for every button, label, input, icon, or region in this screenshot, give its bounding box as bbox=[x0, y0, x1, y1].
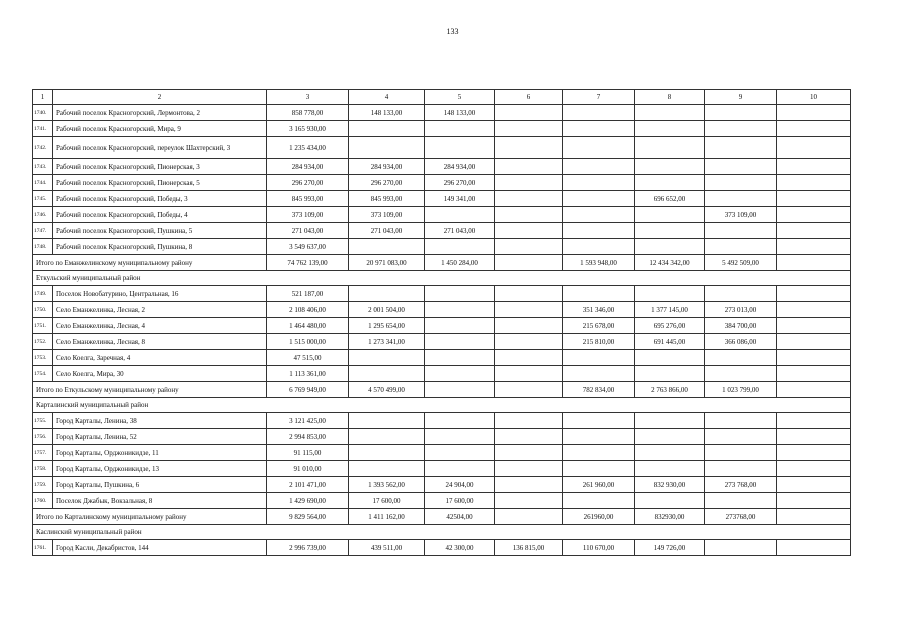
value-cell bbox=[349, 137, 425, 159]
address-cell: Город Карталы, Орджоникидзе, 13 bbox=[53, 461, 267, 477]
value-cell: 273 768,00 bbox=[705, 477, 777, 493]
value-cell bbox=[635, 286, 705, 302]
column-header: 4 bbox=[349, 90, 425, 105]
value-cell bbox=[635, 159, 705, 175]
value-cell bbox=[495, 413, 563, 429]
address-cell: Рабочий поселок Красногорский, Победы, 4 bbox=[53, 207, 267, 223]
value-cell bbox=[777, 445, 851, 461]
value-cell bbox=[425, 121, 495, 137]
value-cell: 91 010,00 bbox=[267, 461, 349, 477]
value-cell: 2 001 504,00 bbox=[349, 302, 425, 318]
value-cell bbox=[777, 137, 851, 159]
value-cell bbox=[495, 191, 563, 207]
value-cell: 261960,00 bbox=[563, 509, 635, 525]
value-cell bbox=[777, 239, 851, 255]
value-cell bbox=[777, 207, 851, 223]
value-cell bbox=[635, 207, 705, 223]
value-cell bbox=[563, 461, 635, 477]
value-cell bbox=[635, 121, 705, 137]
value-cell: 2 108 406,00 bbox=[267, 302, 349, 318]
value-cell: 384 700,00 bbox=[705, 318, 777, 334]
header-row bbox=[33, 90, 851, 105]
value-cell: 148 133,00 bbox=[425, 105, 495, 121]
value-cell: 696 652,00 bbox=[635, 191, 705, 207]
value-cell: 136 815,00 bbox=[495, 540, 563, 556]
column-header: 3 bbox=[267, 90, 349, 105]
value-cell bbox=[705, 121, 777, 137]
row-number: 1745. bbox=[33, 191, 53, 207]
row-number: 1747. bbox=[33, 223, 53, 239]
table-row bbox=[33, 121, 851, 137]
value-cell bbox=[777, 366, 851, 382]
address-cell: Город Карталы, Пушкина, 6 bbox=[53, 477, 267, 493]
value-cell: 271 043,00 bbox=[425, 223, 495, 239]
value-cell: 271 043,00 bbox=[349, 223, 425, 239]
value-cell bbox=[777, 255, 851, 271]
table-row bbox=[33, 137, 851, 159]
table-row bbox=[33, 191, 851, 207]
value-cell: 1 393 562,00 bbox=[349, 477, 425, 493]
value-cell bbox=[495, 137, 563, 159]
value-cell bbox=[495, 207, 563, 223]
value-cell bbox=[349, 366, 425, 382]
value-cell bbox=[563, 191, 635, 207]
value-cell bbox=[777, 540, 851, 556]
value-cell: 42504,00 bbox=[425, 509, 495, 525]
value-cell bbox=[705, 175, 777, 191]
section-label: Еткульский муниципальный район bbox=[33, 271, 851, 286]
value-cell bbox=[495, 105, 563, 121]
row-number: 1756. bbox=[33, 429, 53, 445]
page-number: 133 bbox=[446, 27, 459, 36]
table-row bbox=[33, 493, 851, 509]
value-cell: 273768,00 bbox=[705, 509, 777, 525]
value-cell bbox=[777, 159, 851, 175]
value-cell bbox=[777, 223, 851, 239]
column-header: 5 bbox=[425, 90, 495, 105]
value-cell: 1 515 000,00 bbox=[267, 334, 349, 350]
value-cell bbox=[635, 413, 705, 429]
value-cell bbox=[425, 382, 495, 398]
value-cell: 91 115,00 bbox=[267, 445, 349, 461]
value-cell: 2 994 853,00 bbox=[267, 429, 349, 445]
table-row bbox=[33, 540, 851, 556]
row-number: 1752. bbox=[33, 334, 53, 350]
value-cell bbox=[777, 509, 851, 525]
value-cell: 149 341,00 bbox=[425, 191, 495, 207]
value-cell bbox=[425, 413, 495, 429]
table-row bbox=[33, 239, 851, 255]
value-cell bbox=[777, 461, 851, 477]
value-cell bbox=[425, 350, 495, 366]
value-cell: 273 013,00 bbox=[705, 302, 777, 318]
table-row bbox=[33, 318, 851, 334]
value-cell: 296 270,00 bbox=[267, 175, 349, 191]
value-cell bbox=[705, 223, 777, 239]
table-row bbox=[33, 445, 851, 461]
value-cell: 2 101 471,00 bbox=[267, 477, 349, 493]
value-cell bbox=[425, 207, 495, 223]
value-cell bbox=[563, 137, 635, 159]
address-cell: Село Еманжелинка, Лесная, 2 bbox=[53, 302, 267, 318]
column-header: 6 bbox=[495, 90, 563, 105]
value-cell bbox=[635, 366, 705, 382]
value-cell bbox=[495, 255, 563, 271]
value-cell: 20 971 083,00 bbox=[349, 255, 425, 271]
value-cell: 1 273 341,00 bbox=[349, 334, 425, 350]
row-number: 1759. bbox=[33, 477, 53, 493]
value-cell: 366 086,00 bbox=[705, 334, 777, 350]
value-cell: 110 670,00 bbox=[563, 540, 635, 556]
value-cell bbox=[563, 286, 635, 302]
row-number: 1761. bbox=[33, 540, 53, 556]
value-cell bbox=[495, 366, 563, 382]
value-cell: 845 993,00 bbox=[267, 191, 349, 207]
table-row bbox=[33, 429, 851, 445]
value-cell: 17 600,00 bbox=[425, 493, 495, 509]
value-cell bbox=[635, 137, 705, 159]
value-cell: 1 411 162,00 bbox=[349, 509, 425, 525]
value-cell bbox=[705, 429, 777, 445]
value-cell: 1 450 284,00 bbox=[425, 255, 495, 271]
value-cell: 3 165 930,00 bbox=[267, 121, 349, 137]
table-row bbox=[33, 223, 851, 239]
value-cell bbox=[777, 334, 851, 350]
value-cell: 695 276,00 bbox=[635, 318, 705, 334]
value-cell bbox=[563, 366, 635, 382]
column-header: 8 bbox=[635, 90, 705, 105]
address-cell: Село Еманжелинка, Лесная, 4 bbox=[53, 318, 267, 334]
address-cell: Город Карталы, Ленина, 38 bbox=[53, 413, 267, 429]
value-cell bbox=[563, 121, 635, 137]
value-cell bbox=[563, 350, 635, 366]
value-cell bbox=[495, 493, 563, 509]
value-cell bbox=[495, 429, 563, 445]
value-cell: 1 464 480,00 bbox=[267, 318, 349, 334]
value-cell bbox=[635, 239, 705, 255]
address-cell: Город Касли, Декабристов, 144 bbox=[53, 540, 267, 556]
value-cell bbox=[563, 207, 635, 223]
table-row bbox=[33, 159, 851, 175]
value-cell bbox=[705, 159, 777, 175]
row-number: 1758. bbox=[33, 461, 53, 477]
value-cell: 215 810,00 bbox=[563, 334, 635, 350]
column-header: 2 bbox=[53, 90, 267, 105]
value-cell bbox=[495, 302, 563, 318]
value-cell: 149 726,00 bbox=[635, 540, 705, 556]
value-cell bbox=[777, 105, 851, 121]
value-cell: 3 121 425,00 bbox=[267, 413, 349, 429]
value-cell: 832 930,00 bbox=[635, 477, 705, 493]
address-cell: Рабочий поселок Красногорский, Победы, 3 bbox=[53, 191, 267, 207]
table-row bbox=[33, 350, 851, 366]
row-number: 1754. bbox=[33, 366, 53, 382]
value-cell: 6 769 949,00 bbox=[267, 382, 349, 398]
value-cell bbox=[495, 175, 563, 191]
value-cell: 9 829 564,00 bbox=[267, 509, 349, 525]
value-cell bbox=[495, 382, 563, 398]
value-cell: 1 023 799,00 bbox=[705, 382, 777, 398]
table-row bbox=[33, 477, 851, 493]
value-cell bbox=[705, 366, 777, 382]
value-cell bbox=[349, 413, 425, 429]
address-cell: Рабочий поселок Красногорский, Пушкина, 5 bbox=[53, 223, 267, 239]
value-cell bbox=[425, 137, 495, 159]
value-cell bbox=[635, 350, 705, 366]
table-row bbox=[33, 461, 851, 477]
value-cell: 284 934,00 bbox=[349, 159, 425, 175]
value-cell bbox=[425, 334, 495, 350]
table-row bbox=[33, 413, 851, 429]
row-number: 1743. bbox=[33, 159, 53, 175]
value-cell: 3 549 637,00 bbox=[267, 239, 349, 255]
value-cell bbox=[563, 429, 635, 445]
total-row bbox=[33, 382, 851, 398]
value-cell bbox=[425, 445, 495, 461]
section-row bbox=[33, 525, 851, 540]
section-row bbox=[33, 398, 851, 413]
row-number: 1750. bbox=[33, 302, 53, 318]
value-cell bbox=[777, 493, 851, 509]
value-cell: 5 492 509,00 bbox=[705, 255, 777, 271]
value-cell bbox=[425, 429, 495, 445]
table-row bbox=[33, 105, 851, 121]
value-cell bbox=[705, 493, 777, 509]
value-cell bbox=[705, 191, 777, 207]
value-cell: 1 429 690,00 bbox=[267, 493, 349, 509]
value-cell bbox=[635, 105, 705, 121]
value-cell bbox=[495, 121, 563, 137]
section-row bbox=[33, 271, 851, 286]
value-cell bbox=[635, 429, 705, 445]
row-number: 1741. bbox=[33, 121, 53, 137]
value-cell: 261 960,00 bbox=[563, 477, 635, 493]
value-cell bbox=[495, 509, 563, 525]
value-cell: 12 434 342,00 bbox=[635, 255, 705, 271]
value-cell bbox=[563, 159, 635, 175]
value-cell bbox=[349, 461, 425, 477]
value-cell: 296 270,00 bbox=[425, 175, 495, 191]
address-cell: Рабочий поселок Красногорский, Пионерская, 5 bbox=[53, 175, 267, 191]
value-cell bbox=[495, 318, 563, 334]
value-cell bbox=[777, 382, 851, 398]
value-cell bbox=[635, 445, 705, 461]
value-cell: 215 678,00 bbox=[563, 318, 635, 334]
column-header: 7 bbox=[563, 90, 635, 105]
value-cell bbox=[425, 318, 495, 334]
value-cell: 47 515,00 bbox=[267, 350, 349, 366]
value-cell bbox=[425, 461, 495, 477]
address-cell: Рабочий поселок Красногорский, Пушкина, 8 bbox=[53, 239, 267, 255]
address-cell: Рабочий поселок Красногорский, Лермонтова, 2 bbox=[53, 105, 267, 121]
value-cell bbox=[495, 477, 563, 493]
value-cell bbox=[495, 239, 563, 255]
value-cell: 521 187,00 bbox=[267, 286, 349, 302]
column-header: 1 bbox=[33, 90, 53, 105]
value-cell bbox=[349, 121, 425, 137]
value-cell bbox=[705, 445, 777, 461]
value-cell: 296 270,00 bbox=[349, 175, 425, 191]
value-cell bbox=[777, 302, 851, 318]
section-label: Карталинский муниципальный район bbox=[33, 398, 851, 413]
column-header: 9 bbox=[705, 90, 777, 105]
address-cell: Село Коелга, Мира, 30 bbox=[53, 366, 267, 382]
value-cell bbox=[635, 493, 705, 509]
address-cell: Город Карталы, Орджоникидзе, 11 bbox=[53, 445, 267, 461]
address-cell: Поселок Новобатурино, Центральная, 16 bbox=[53, 286, 267, 302]
value-cell bbox=[495, 461, 563, 477]
value-cell bbox=[563, 445, 635, 461]
value-cell bbox=[563, 105, 635, 121]
address-cell: Село Коелга, Заречная, 4 bbox=[53, 350, 267, 366]
value-cell: 351 346,00 bbox=[563, 302, 635, 318]
value-cell: 4 570 499,00 bbox=[349, 382, 425, 398]
row-number: 1740. bbox=[33, 105, 53, 121]
value-cell: 858 778,00 bbox=[267, 105, 349, 121]
row-number: 1748. bbox=[33, 239, 53, 255]
value-cell bbox=[425, 366, 495, 382]
value-cell bbox=[705, 350, 777, 366]
value-cell bbox=[349, 445, 425, 461]
value-cell: 284 934,00 bbox=[425, 159, 495, 175]
table-row bbox=[33, 302, 851, 318]
table-row bbox=[33, 207, 851, 223]
value-cell bbox=[705, 286, 777, 302]
row-number: 1746. bbox=[33, 207, 53, 223]
total-row bbox=[33, 509, 851, 525]
value-cell: 1 113 361,00 bbox=[267, 366, 349, 382]
table-row bbox=[33, 175, 851, 191]
table-row bbox=[33, 334, 851, 350]
address-cell: Город Карталы, Ленина, 52 bbox=[53, 429, 267, 445]
value-cell: 373 109,00 bbox=[267, 207, 349, 223]
value-cell bbox=[705, 105, 777, 121]
value-cell bbox=[495, 350, 563, 366]
value-cell: 17 600,00 bbox=[349, 493, 425, 509]
value-cell: 845 993,00 bbox=[349, 191, 425, 207]
value-cell bbox=[563, 493, 635, 509]
value-cell: 2 996 739,00 bbox=[267, 540, 349, 556]
value-cell bbox=[777, 175, 851, 191]
row-number: 1753. bbox=[33, 350, 53, 366]
row-number: 1749. bbox=[33, 286, 53, 302]
value-cell bbox=[425, 286, 495, 302]
value-cell: 2 763 866,00 bbox=[635, 382, 705, 398]
value-cell bbox=[495, 223, 563, 239]
total-row bbox=[33, 255, 851, 271]
value-cell: 74 762 139,00 bbox=[267, 255, 349, 271]
address-cell: Село Еманжелинка, Лесная, 8 bbox=[53, 334, 267, 350]
row-number: 1757. bbox=[33, 445, 53, 461]
value-cell: 284 934,00 bbox=[267, 159, 349, 175]
value-cell bbox=[349, 350, 425, 366]
value-cell bbox=[635, 223, 705, 239]
value-cell bbox=[495, 159, 563, 175]
value-cell bbox=[563, 223, 635, 239]
table-row bbox=[33, 366, 851, 382]
value-cell bbox=[777, 429, 851, 445]
value-cell: 439 511,00 bbox=[349, 540, 425, 556]
value-cell bbox=[495, 334, 563, 350]
value-cell bbox=[635, 175, 705, 191]
value-cell: 1 377 145,00 bbox=[635, 302, 705, 318]
value-cell bbox=[349, 429, 425, 445]
value-cell bbox=[705, 413, 777, 429]
section-label: Каслинский муниципальный район bbox=[33, 525, 851, 540]
value-cell: 373 109,00 bbox=[705, 207, 777, 223]
value-cell bbox=[705, 461, 777, 477]
row-number: 1755. bbox=[33, 413, 53, 429]
value-cell: 24 904,00 bbox=[425, 477, 495, 493]
value-cell: 148 133,00 bbox=[349, 105, 425, 121]
value-cell: 782 834,00 bbox=[563, 382, 635, 398]
value-cell bbox=[495, 445, 563, 461]
value-cell bbox=[705, 540, 777, 556]
value-cell bbox=[777, 191, 851, 207]
value-cell bbox=[425, 302, 495, 318]
value-cell bbox=[495, 286, 563, 302]
value-cell: 271 043,00 bbox=[267, 223, 349, 239]
total-label: Итого по Еткульскому муниципальному району bbox=[33, 382, 267, 398]
value-cell: 1 593 948,00 bbox=[563, 255, 635, 271]
value-cell bbox=[635, 461, 705, 477]
value-cell bbox=[777, 413, 851, 429]
row-number: 1744. bbox=[33, 175, 53, 191]
value-cell: 691 445,00 bbox=[635, 334, 705, 350]
total-label: Итого по Еманжелинскому муниципальному району bbox=[33, 255, 267, 271]
value-cell: 1 295 654,00 bbox=[349, 318, 425, 334]
value-cell: 1 235 434,00 bbox=[267, 137, 349, 159]
value-cell bbox=[705, 239, 777, 255]
total-label: Итого по Карталинскому муниципальному району bbox=[33, 509, 267, 525]
value-cell bbox=[563, 175, 635, 191]
address-cell: Рабочий поселок Красногорский, Мира, 9 bbox=[53, 121, 267, 137]
data-table bbox=[32, 89, 851, 556]
row-number: 1760. bbox=[33, 493, 53, 509]
value-cell bbox=[777, 477, 851, 493]
address-cell: Поселок Джабык, Вокзальная, 8 bbox=[53, 493, 267, 509]
value-cell bbox=[425, 239, 495, 255]
value-cell: 373 109,00 bbox=[349, 207, 425, 223]
value-cell bbox=[349, 239, 425, 255]
address-cell: Рабочий поселок Красногорский, Пионерская, 3 bbox=[53, 159, 267, 175]
column-header: 10 bbox=[777, 90, 851, 105]
value-cell bbox=[705, 137, 777, 159]
row-number: 1742. bbox=[33, 137, 53, 159]
value-cell bbox=[777, 350, 851, 366]
value-cell bbox=[777, 121, 851, 137]
value-cell: 42 300,00 bbox=[425, 540, 495, 556]
value-cell bbox=[563, 413, 635, 429]
address-cell: Рабочий поселок Красногорский, переулок Шахтерский, 3 bbox=[53, 137, 267, 159]
value-cell: 832930,00 bbox=[635, 509, 705, 525]
row-number: 1751. bbox=[33, 318, 53, 334]
value-cell bbox=[563, 239, 635, 255]
value-cell bbox=[777, 318, 851, 334]
table-row bbox=[33, 286, 851, 302]
value-cell bbox=[777, 286, 851, 302]
value-cell bbox=[349, 286, 425, 302]
